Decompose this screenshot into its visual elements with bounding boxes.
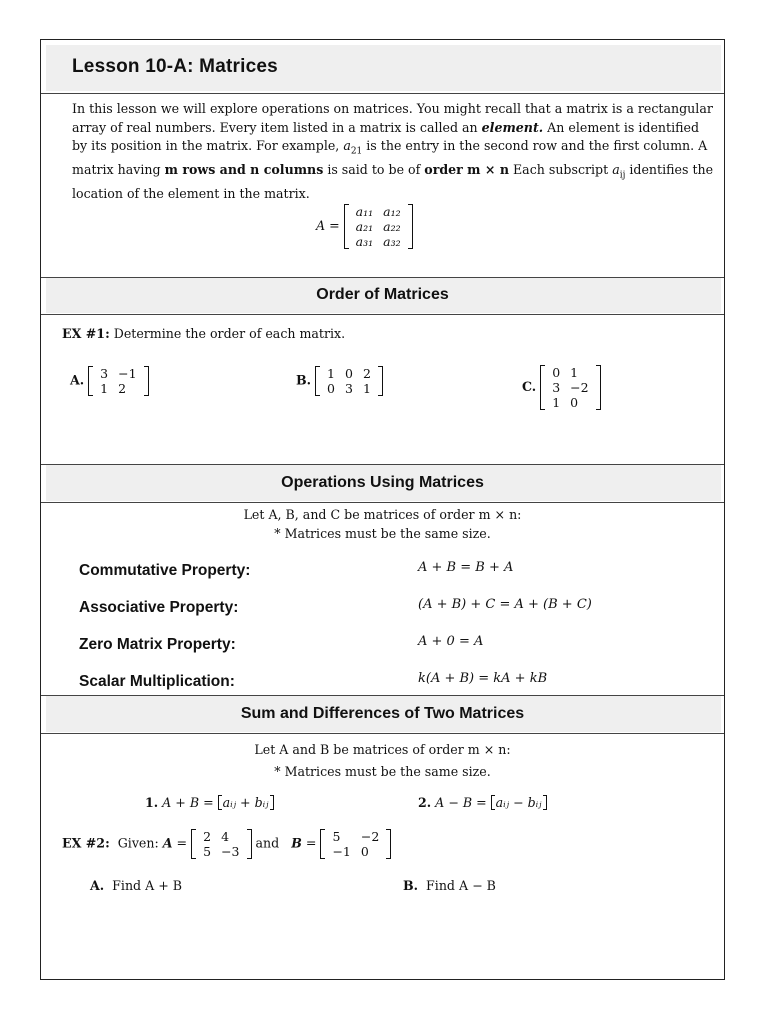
divider xyxy=(41,314,724,315)
matrix-cell: 1 xyxy=(327,366,335,381)
matrix-cell: 0 xyxy=(570,395,579,410)
worksheet xyxy=(40,39,725,980)
sum-section-title: Sum and Differences of Two Matrices xyxy=(240,705,525,722)
ops-let-text: Let A, B, and C be matrices of order m × n: xyxy=(243,507,522,522)
divider xyxy=(41,502,724,503)
divider xyxy=(41,93,724,94)
matrix-cell: 5 xyxy=(203,844,212,859)
matrix-cell: 3 xyxy=(552,380,561,395)
ex1-prompt xyxy=(62,326,345,341)
matrix-cell: 3 xyxy=(345,381,353,396)
commutative-label: Commutative Property: xyxy=(79,562,251,579)
matrix-cell: 0 xyxy=(552,365,561,380)
rule2-lhs: A − B = xyxy=(435,795,487,810)
matrix-cell: a₂₁ xyxy=(355,219,374,234)
part-a-label: A. xyxy=(90,878,105,893)
commutative-equation: A + B = B + A xyxy=(418,560,514,575)
part-b-text: Find A − B xyxy=(426,878,496,893)
ex1-c-label: C. xyxy=(522,379,537,394)
matrix-cell: 0 xyxy=(345,366,353,381)
general-matrix xyxy=(316,204,413,249)
divider xyxy=(41,733,724,734)
associative-equation: (A + B) + C = A + (B + C) xyxy=(418,597,592,612)
matrix-cell: a₁₁ xyxy=(355,204,374,219)
element-term: element. xyxy=(481,119,544,135)
matrix-cell: 0 xyxy=(360,844,369,859)
order-section-title: Order of Matrices xyxy=(316,286,449,303)
difference-rule xyxy=(418,795,547,810)
matrix-cell: 1 xyxy=(552,395,561,410)
rule1-number: 1. xyxy=(145,795,159,810)
general-matrix-bracket xyxy=(344,204,413,249)
ex1-label: EX #1: xyxy=(62,326,110,341)
matrix-cell: −1 xyxy=(118,366,137,381)
matrix-c-bracket xyxy=(540,365,600,410)
intro-text-4: is said to be of xyxy=(323,162,425,178)
matrix-a-bracket xyxy=(88,366,148,396)
matrix-cell: a₂₂ xyxy=(383,219,401,234)
rule2-number: 2. xyxy=(418,795,432,810)
ex1-matrix-c xyxy=(522,365,601,410)
rule1-bracket xyxy=(218,795,274,810)
part-a-text: Find A + B xyxy=(112,878,183,893)
ex2-part-a xyxy=(90,878,182,893)
ops-note: * Matrices must be the same size. xyxy=(274,526,491,541)
intro-text-2: An element is identified by its position in the matrix. For example, xyxy=(72,119,700,154)
matrix-cell: −2 xyxy=(360,829,380,844)
matrix-cell: 1 xyxy=(362,381,371,396)
matrix-cell: 2 xyxy=(203,829,212,844)
intro-text-1: In this lesson we will explore operations on matrices. You might recall that a matrix is a rectangular array of real numbers. Every item listed in a matrix is called an xyxy=(72,101,713,135)
intro-text-6: identifies the location of the element in the matrix. xyxy=(72,162,714,202)
ex2-given: EX #2: Given: A = 2 4 5 −3 and B = 5 −2 −1 0 xyxy=(62,829,391,859)
sum-let-text: Let A and B be matrices of order m × n: xyxy=(254,742,511,757)
ex2-a-symbol: A xyxy=(162,835,173,851)
ex1-a-label: A. xyxy=(70,372,85,388)
ops-section-title: Operations Using Matrices xyxy=(281,474,484,491)
ex2-matrix-b xyxy=(320,829,391,859)
intro-text-5: Each subscript xyxy=(508,162,613,178)
matrix-cell: −2 xyxy=(570,380,589,395)
matrix-cell: 1 xyxy=(100,381,109,396)
rule1-lhs: A + B = xyxy=(162,795,214,810)
matrix-cell: a₁₂ xyxy=(383,204,401,219)
lesson-title: Lesson 10-A: Matrices xyxy=(72,56,278,77)
ex2-matrix-a xyxy=(191,829,251,859)
rule1-rhs: aᵢⱼ + bᵢⱼ xyxy=(222,795,269,810)
matrix-cell: 3 xyxy=(100,366,109,381)
ex2-b-symbol: B xyxy=(291,835,302,851)
matrix-cell: −1 xyxy=(332,844,351,859)
matrix-cell: a₃₂ xyxy=(383,234,401,249)
part-b-label: B. xyxy=(403,878,419,893)
matrix-cell: −3 xyxy=(221,844,240,859)
a21-subscript: 21 xyxy=(350,146,363,157)
aij-symbol: a xyxy=(612,162,620,178)
a21-symbol: a xyxy=(343,138,351,154)
matrix-cell: a₃₁ xyxy=(355,234,374,249)
ex2-and: and xyxy=(255,835,280,851)
matrix-cell: 4 xyxy=(221,829,230,844)
rows-columns-term: m rows and n columns xyxy=(164,162,324,178)
matrix-cell: 2 xyxy=(362,366,371,381)
matrix-b-bracket xyxy=(315,366,383,396)
ex1-text: Determine the order of each matrix. xyxy=(109,326,346,341)
ex2-part-b xyxy=(403,878,496,893)
general-matrix-lhs: A = xyxy=(316,218,340,233)
sum-rule xyxy=(145,795,274,810)
order-term: order m × n xyxy=(424,162,509,178)
scalar-label: Scalar Multiplication: xyxy=(79,673,235,690)
ex2-label: EX #2: xyxy=(62,835,110,851)
sum-note: * Matrices must be the same size. xyxy=(274,764,491,779)
intro-text-3: is the entry in the second row and the first column. A matrix having xyxy=(72,138,708,178)
ex1-b-label: B. xyxy=(296,372,312,388)
scalar-equation: k(A + B) = kA + kB xyxy=(418,671,548,686)
rule2-bracket xyxy=(491,795,547,810)
associative-label: Associative Property: xyxy=(79,599,239,616)
zero-matrix-equation: A + 0 = A xyxy=(418,634,484,649)
ex1-matrix-b xyxy=(296,366,383,396)
intro-paragraph xyxy=(72,100,717,204)
aij-subscript: ij xyxy=(619,170,626,181)
ex1-matrix-a xyxy=(70,366,149,396)
rule2-rhs: aᵢⱼ − bᵢⱼ xyxy=(495,795,542,810)
matrix-cell: 1 xyxy=(570,365,579,380)
ex2-given-word: Given: xyxy=(117,835,159,851)
matrix-cell: 2 xyxy=(118,381,127,396)
matrix-cell: 5 xyxy=(332,829,341,844)
matrix-cell: 0 xyxy=(327,381,335,396)
zero-matrix-label: Zero Matrix Property: xyxy=(79,636,236,653)
